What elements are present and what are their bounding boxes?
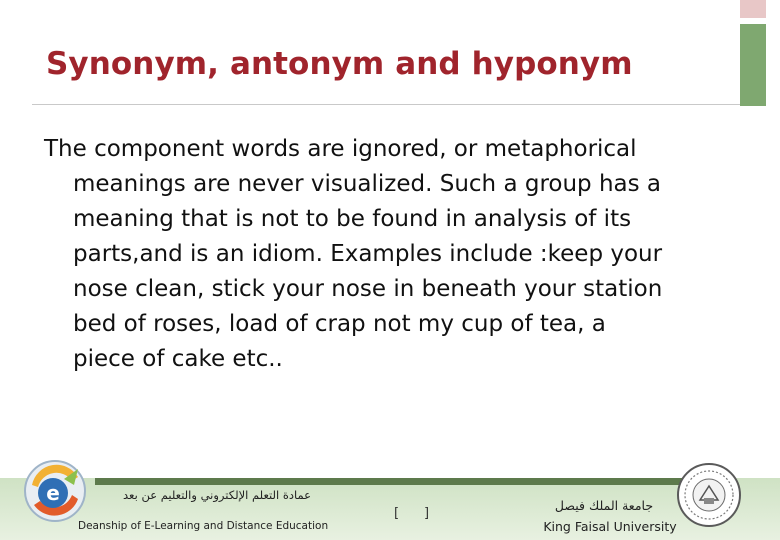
university-seal-icon	[676, 462, 742, 528]
deanship-name-arabic: عمادة التعلم الإلكتروني والتعليم عن بعد	[123, 488, 311, 502]
university-name-arabic: جامعة الملك فيصل	[554, 498, 654, 513]
accent-bar-pink	[740, 0, 766, 18]
body-line: nose clean, stick your nose in beneath your station	[73, 276, 663, 302]
body-line: The component words are ignored, or metaphorical	[44, 136, 637, 162]
deanship-name-english: Deanship of E-Learning and Distance Education	[78, 520, 329, 532]
body-line: meaning that is not to be found in analysis of its	[73, 206, 632, 232]
body-line: piece of cake etc..	[73, 346, 283, 372]
page-number-close-bracket: ]	[424, 506, 430, 521]
title-divider	[32, 104, 740, 105]
body-line: bed of roses, load of crap not my cup of tea, a	[73, 311, 606, 337]
svg-text:e: e	[46, 481, 60, 505]
body-line: parts,and is an idiom. Examples include :keep your	[73, 241, 663, 267]
page-number-open-bracket: [	[394, 506, 400, 521]
body-line: meanings are never visualized. Such a group has a	[73, 171, 662, 197]
slide-title: Synonym, antonym and hyponym	[46, 46, 633, 82]
university-name-english: King Faisal University	[543, 519, 677, 534]
e-learning-logo-icon	[20, 455, 90, 525]
slide-body	[44, 132, 734, 377]
accent-bar-green	[740, 24, 766, 106]
footer-top-stripe	[95, 478, 695, 485]
